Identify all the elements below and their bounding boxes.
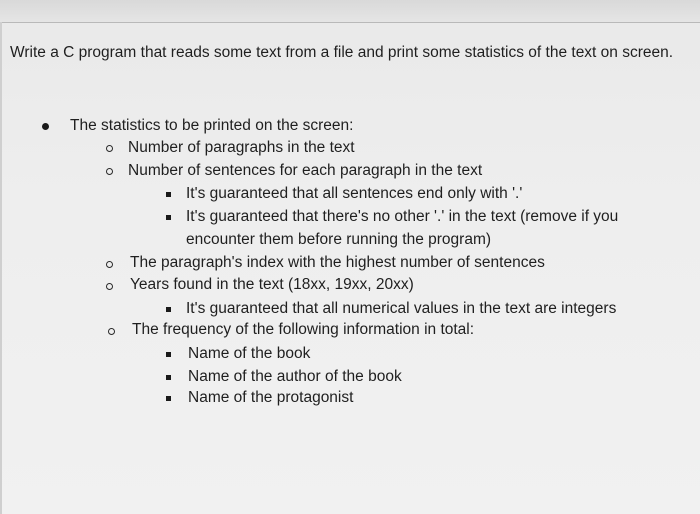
top-divider: [0, 22, 700, 23]
bullet-square-icon: [166, 307, 171, 312]
bullet-square-icon: [166, 375, 171, 380]
list-item-author-name: Name of the author of the book: [188, 368, 402, 385]
list-item-sentence-end: It's guaranteed that all sentences end only with '.': [186, 185, 523, 202]
list-item-frequency: The frequency of the following information in total:: [132, 321, 475, 338]
bullet-square-icon: [166, 215, 171, 220]
bullet-disc-icon: [42, 123, 49, 130]
bullet-circle-icon: [108, 328, 115, 335]
bullet-circle-icon: [106, 261, 113, 268]
list-item-integers: It's guaranteed that all numerical values in the text are integers: [186, 300, 617, 317]
list-item-years: Years found in the text (18xx, 19xx, 20xx): [130, 276, 414, 293]
list-item-book-name: Name of the book: [188, 345, 311, 362]
list-item-statistics: The statistics to be printed on the screen:: [70, 117, 354, 134]
bullet-circle-icon: [106, 145, 113, 152]
list-item-no-other-period: It's guaranteed that there's no other '.' in the text (remove if you: [186, 208, 619, 225]
list-item-paragraphs: Number of paragraphs in the text: [128, 139, 355, 156]
bullet-circle-icon: [106, 168, 113, 175]
list-item-paragraph-index: The paragraph's index with the highest number of sentences: [130, 254, 545, 271]
top-edge: [0, 0, 700, 22]
bullet-square-icon: [166, 352, 171, 357]
bullet-circle-icon: [106, 283, 113, 290]
list-item-sentences: Number of sentences for each paragraph in the text: [128, 162, 483, 179]
left-border: [0, 22, 2, 514]
bullet-square-icon: [166, 192, 171, 197]
list-item-no-other-period-cont: encounter them before running the program): [186, 231, 492, 248]
bullet-square-icon: [166, 396, 171, 401]
list-item-protagonist: Name of the protagonist: [188, 389, 354, 406]
intro-paragraph: Write a C program that reads some text from a file and print some statistics of the text on screen.: [10, 44, 674, 61]
